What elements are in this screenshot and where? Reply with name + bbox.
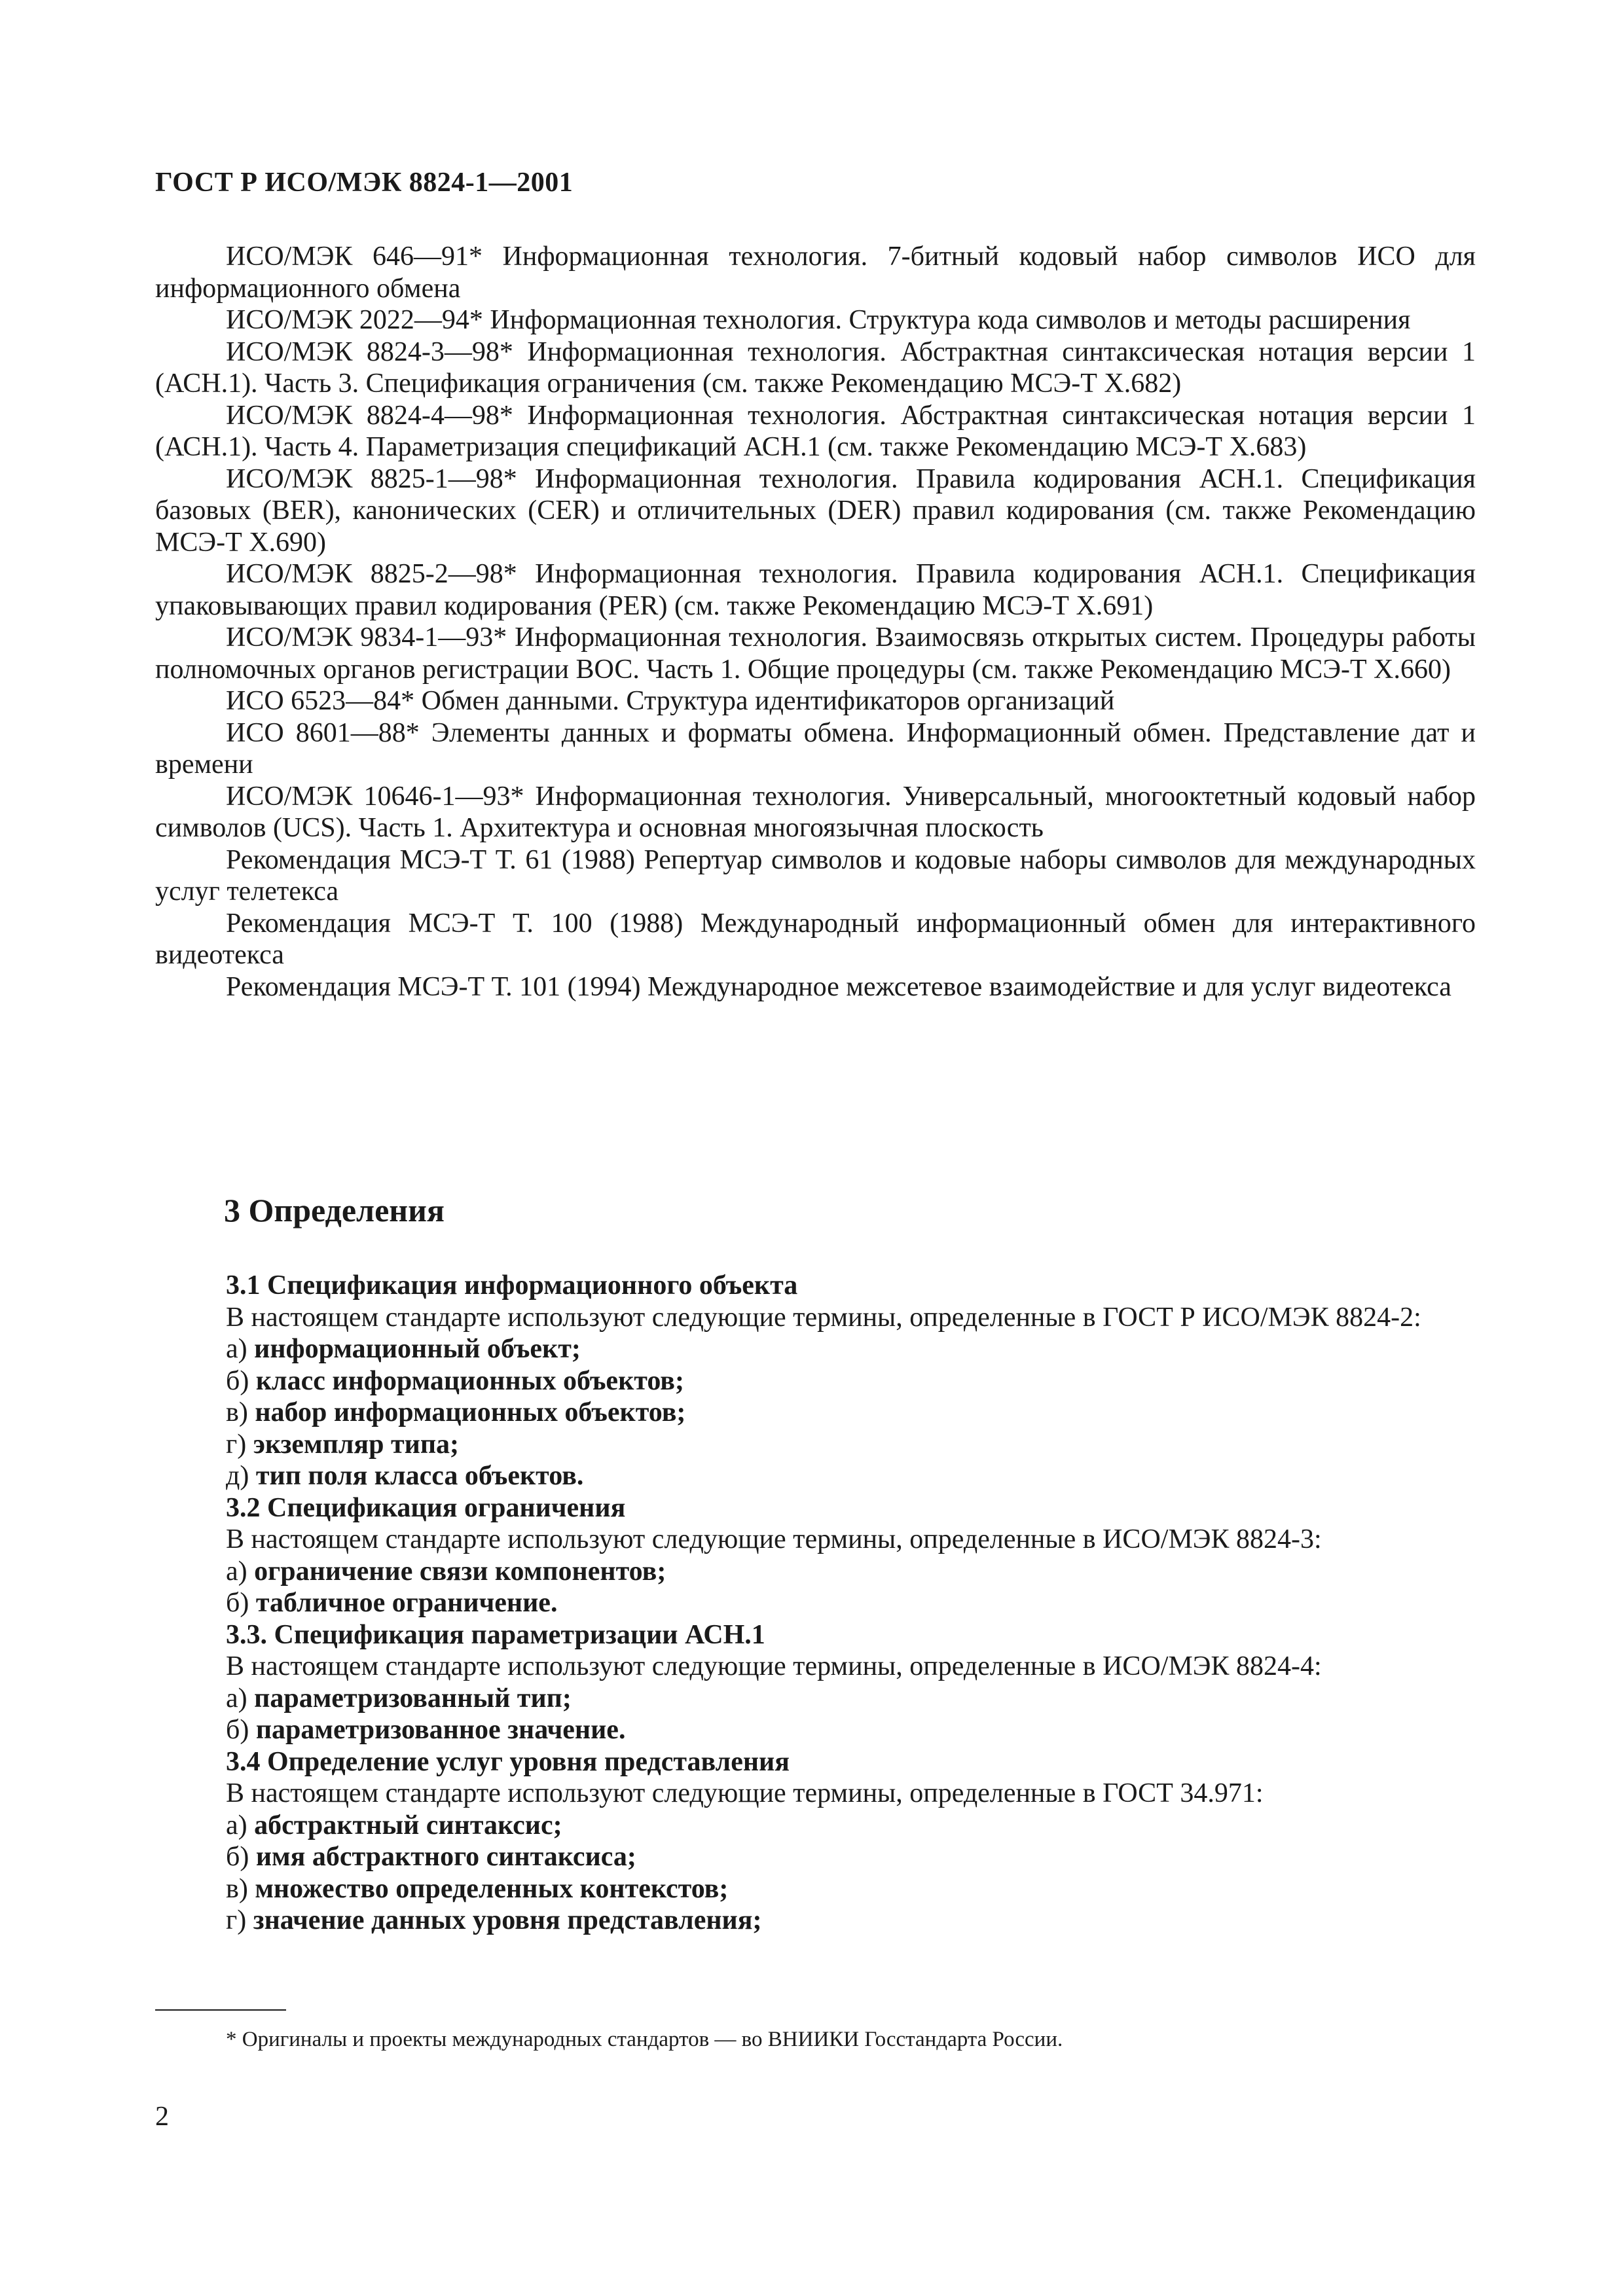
reference-item: ИСО/МЭК 8825-1—98* Информационная технология. Правила кодирования АСН.1. Спецификация базовых (BER), канонических (CER) и отличительных (DER) правил кодирования (см. также Рекомендацию МСЭ-Т Х.690) [155,463,1476,558]
term-label: в) [226,1397,248,1427]
term-item [155,1873,1476,1905]
footnote-divider [155,2009,286,2011]
reference-item: ИСО 6523—84* Обмен данными. Структура идентификаторов организаций [226,686,1115,716]
subsection-title: 3.4 Определение услуг уровня представления [226,1746,790,1777]
term-item [155,1905,1476,1937]
term-label: г) [226,1429,247,1460]
subsection-title: 3.1 Спецификация информационного объекта [226,1270,798,1300]
term-text: множество определенных контекстов; [255,1873,729,1904]
term-text: класс информационных объектов; [255,1365,684,1396]
term-label: а) [226,1683,247,1713]
term-text: набор информационных объектов; [255,1397,686,1427]
term-item [155,1397,1476,1429]
reference-item: ИСО/МЭК 10646-1—93* Информационная технология. Универсальный, многооктетный кодовый набор символов (UCS). Часть 1. Архитектура и основная многоязычная плоскость [155,781,1476,843]
term-label: а) [226,1334,247,1364]
term-label: а) [226,1556,247,1587]
page-number: 2 [155,2102,169,2132]
term-item [155,1429,1476,1461]
footnote: * Оригиналы и проекты международных стандартов — во ВНИИКИ Госстандарта России. [226,2028,1063,2051]
subsection-intro: В настоящем стандарте используют следующие термины, определенные в ГОСТ Р ИСО/МЭК 8824-2: [226,1302,1421,1333]
term-label: д) [226,1461,249,1491]
reference-item: ИСО/МЭК 8824-3—98* Информационная технология. Абстрактная синтаксическая нотация версии 1 (АСН.1). Часть 3. Спецификация ограничения (см. также Рекомендацию МСЭ-Т Х.682) [155,336,1476,399]
term-text: значение данных уровня представления; [253,1905,762,1935]
term-label: г) [226,1905,247,1935]
reference-item: ИСО/МЭК 646—91* Информационная технология. 7-битный кодовый набор символов ИСО для информационного обмена [155,242,1476,304]
term-item [155,1810,1476,1842]
term-text: табличное ограничение. [255,1588,558,1618]
subsection-intro: В настоящем стандарте используют следующие термины, определенные в ИСО/МЭК 8824-3: [226,1524,1322,1554]
term-label: б) [226,1715,249,1745]
subsection-intro: В настоящем стандарте используют следующие термины, определенные в ИСО/МЭК 8824-4: [226,1651,1322,1681]
references-list [155,241,1476,1003]
term-text: тип поля класса объектов. [255,1461,584,1491]
section-title: 3 Определения [224,1192,445,1229]
reference-item: ИСО 8601—88* Элементы данных и форматы обмена. Информационный обмен. Представление дат и времени [155,717,1476,780]
term-text: абстрактный синтаксис; [254,1810,562,1840]
term-label: а) [226,1810,247,1840]
reference-item: ИСО/МЭК 9834-1—93* Информационная технология. Взаимосвязь открытых систем. Процедуры работы полномочных органов регистрации ВОС. Часть 1. Общие процедуры (см. также Рекомендацию МСЭ-Т Х.660) [155,622,1476,685]
page-header: ГОСТ Р ИСО/МЭК 8824-1—2001 [155,168,574,198]
term-item [155,1365,1476,1397]
term-label: в) [226,1873,248,1904]
subsection-title: 3.2 Спецификация ограничения [226,1492,626,1523]
term-item [155,1841,1476,1873]
term-text: ограничение связи компонентов; [254,1556,666,1587]
reference-item: Рекомендация МСЭ-Т Т. 61 (1988) Репертуар символов и кодовые наборы символов для международных услуг телетекса [155,844,1476,906]
subsection-intro: В настоящем стандарте используют следующие термины, определенные в ГОСТ 34.971: [226,1778,1264,1808]
term-item [155,1460,1476,1492]
term-item [155,1333,1476,1365]
term-text: параметризованный тип; [254,1683,572,1713]
term-label: б) [226,1842,249,1872]
term-item [155,1683,1476,1715]
reference-item: Рекомендация МСЭ-Т Т. 100 (1988) Международный информационный обмен для интерактивного видеотекса [155,908,1476,970]
definitions-body [155,1270,1476,1937]
reference-item: ИСО/МЭК 2022—94* Информационная технология. Структура кода символов и методы расширения [226,305,1411,335]
reference-item: ИСО/МЭК 8825-2—98* Информационная технология. Правила кодирования АСН.1. Спецификация упаковывающих правил кодирования (PER) (см. также Рекомендацию МСЭ-Т Х.691) [155,559,1476,621]
term-item [155,1714,1476,1746]
term-item [155,1587,1476,1619]
reference-item: ИСО/МЭК 8824-4—98* Информационная технология. Абстрактная синтаксическая нотация версии 1 (АСН.1). Часть 4. Параметризация спецификаций АСН.1 (см. также Рекомендацию МСЭ-Т Х.683) [155,400,1476,462]
reference-item: Рекомендация МСЭ-Т Т. 101 (1994) Международное межсетевое взаимодействие и для услуг видеотекса [226,971,1451,1002]
term-text: информационный объект; [254,1334,581,1364]
term-text: экземпляр типа; [253,1429,460,1460]
term-item [155,1556,1476,1588]
term-label: б) [226,1365,249,1396]
term-text: имя абстрактного синтаксиса; [255,1842,636,1872]
term-label: б) [226,1588,249,1618]
term-text: параметризованное значение. [255,1715,626,1745]
subsection-title: 3.3. Спецификация параметризации АСН.1 [226,1619,765,1650]
